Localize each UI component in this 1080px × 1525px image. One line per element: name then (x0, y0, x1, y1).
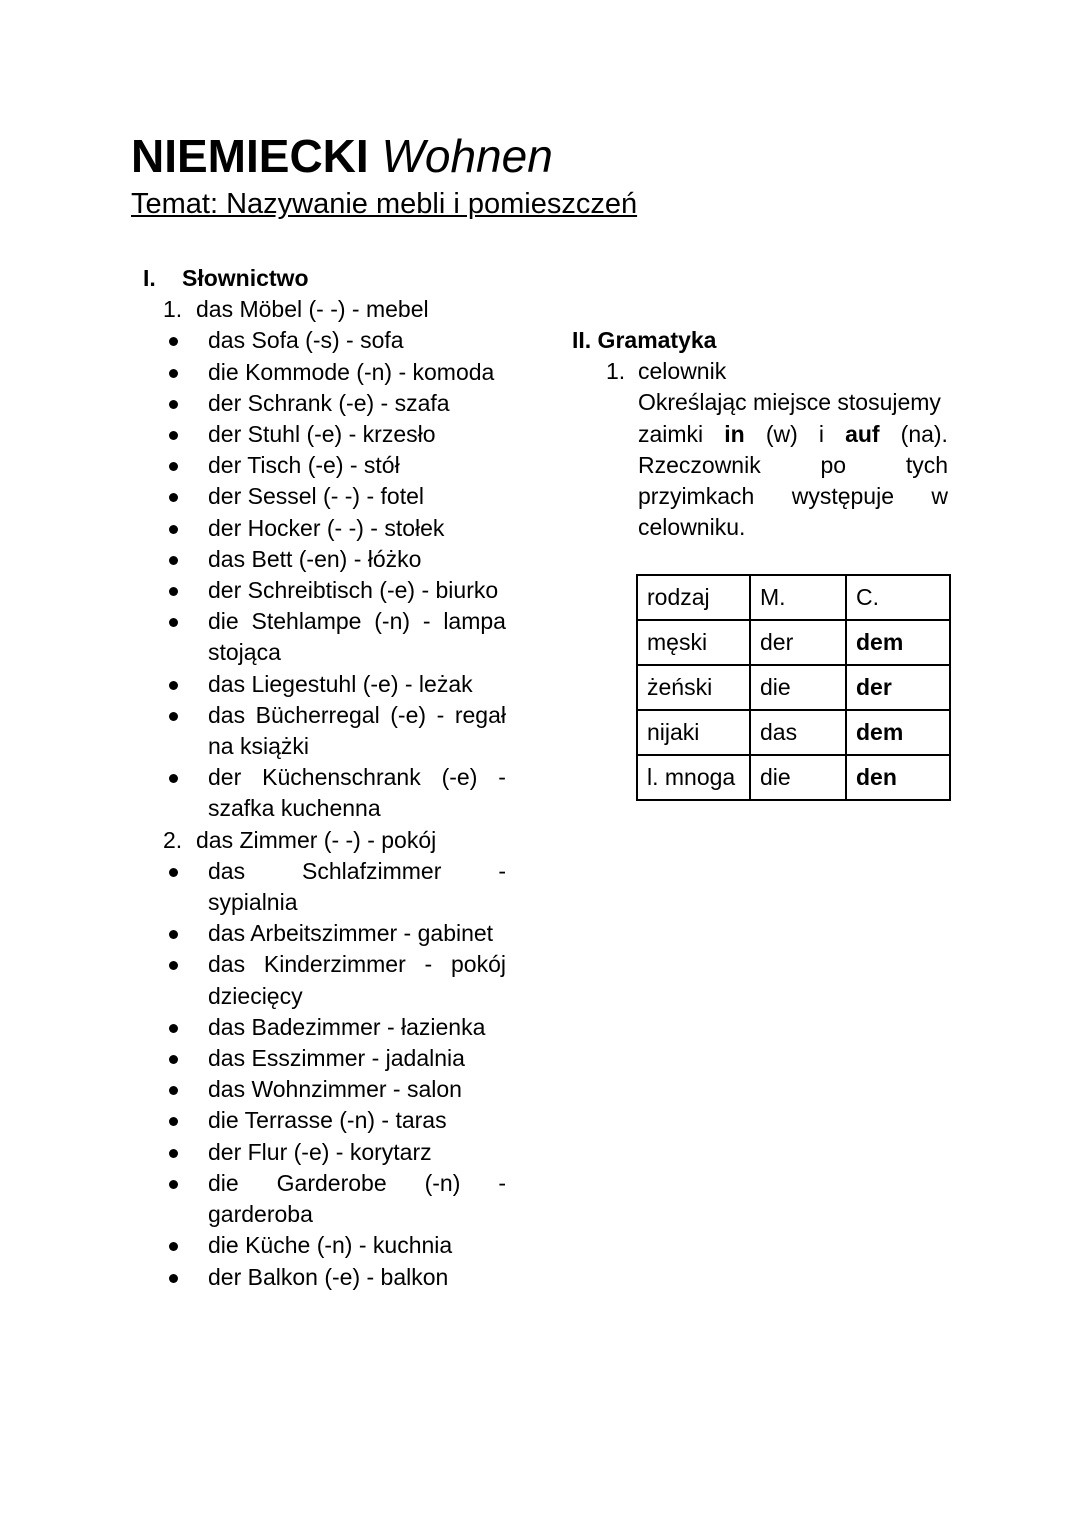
table-cell: l. mnoga (637, 755, 750, 800)
table-row (637, 620, 950, 665)
page-title (131, 128, 553, 184)
bullet-icon (169, 1149, 178, 1158)
list-item: das Sofa (-s) - sofa (131, 325, 511, 356)
table-cell: den (846, 755, 950, 800)
list-item: die Küche (-n) - kuchnia (131, 1230, 511, 1261)
list-item: der Hocker (- -) - stołek (131, 513, 511, 544)
bullet-icon (169, 961, 178, 970)
title-italic: Wohnen (381, 130, 553, 182)
vocabulary-section (131, 263, 511, 1293)
bullet-icon (169, 1117, 178, 1126)
table-header-row (637, 575, 950, 620)
list-item: der Balkon (-e) - balkon (131, 1262, 511, 1293)
bullet-icon (169, 1242, 178, 1251)
table-cell: die (750, 665, 846, 710)
bullet-icon (169, 556, 178, 565)
table-cell: C. (846, 575, 950, 620)
bullet-icon (169, 493, 178, 502)
bullet-icon (169, 712, 178, 721)
page-subtitle: Temat: Nazywanie mebli i pomieszczeń (131, 188, 638, 220)
table-cell: męski (637, 620, 750, 665)
bullet-icon (169, 369, 178, 378)
list-item: der Flur (-e) - korytarz (131, 1137, 511, 1168)
table-cell: der (846, 665, 950, 710)
list-item: der Schrank (-e) - szafa (131, 388, 511, 419)
table-cell: M. (750, 575, 846, 620)
list-item: die Terrasse (-n) - taras (131, 1105, 511, 1136)
bullet-icon (169, 930, 178, 939)
list-item: der Schreibtisch (-e) - biurko (131, 575, 511, 606)
bullet-icon (169, 525, 178, 534)
grammar-explanation: Określając miejsce stosujemy zaimki in (w) i auf (na). Rzeczownik po tych przyimkach występuje w celowniku. (638, 389, 948, 541)
list-item: die Garderobe (-n) - garderoba (131, 1168, 511, 1230)
numbered-item-furniture: 1. das Möbel (- -) - mebel (163, 296, 429, 323)
list-item: das Badezimmer - łazienka (131, 1012, 511, 1043)
table-cell: dem (846, 710, 950, 755)
bullet-icon (169, 618, 178, 627)
list-item: der Tisch (-e) - stół (131, 450, 511, 481)
bullet-icon (169, 400, 178, 409)
bullet-icon (169, 681, 178, 690)
bullet-icon (169, 462, 178, 471)
table-row (637, 710, 950, 755)
bullet-icon (169, 587, 178, 596)
table-row (637, 755, 950, 800)
grammar-section (572, 325, 952, 543)
table-cell: rodzaj (637, 575, 750, 620)
list-item: das Esszimmer - jadalnia (131, 1043, 511, 1074)
table-cell: die (750, 755, 846, 800)
bullet-icon (169, 337, 178, 346)
preposition-auf: auf (845, 420, 880, 447)
bullet-icon (169, 868, 178, 877)
section-heading-vocabulary: I. Słownictwo (143, 265, 309, 291)
rooms-list (131, 856, 511, 1293)
list-item: das Kinderzimmer - pokój dziecięcy (131, 949, 511, 1011)
bullet-icon (169, 1086, 178, 1095)
bullet-icon (169, 431, 178, 440)
furniture-list (131, 325, 511, 824)
list-item: das Wohnzimmer - salon (131, 1074, 511, 1105)
bullet-icon (169, 1055, 178, 1064)
table-cell: nijaki (637, 710, 750, 755)
preposition-in: in (724, 420, 745, 447)
section-heading-grammar: II. Gramatyka (572, 327, 717, 353)
list-item: die Stehlampe (-n) - lampa stojąca (131, 606, 511, 668)
table-cell: der (750, 620, 846, 665)
list-item: der Küchenschrank (-e) - szafka kuchenna (131, 762, 511, 824)
list-item: das Schlafzimmer - sypialnia (131, 856, 511, 918)
bullet-icon (169, 1180, 178, 1189)
table-cell: żeński (637, 665, 750, 710)
table-cell: das (750, 710, 846, 755)
list-item: das Bett (-en) - łóżko (131, 544, 511, 575)
numbered-item-rooms: 2. das Zimmer (- -) - pokój (163, 826, 437, 853)
numbered-item-dative: 1. celownik (606, 358, 727, 385)
list-item: der Stuhl (-e) - krzesło (131, 419, 511, 450)
bullet-icon (169, 1024, 178, 1033)
list-item: die Kommode (-n) - komoda (131, 357, 511, 388)
bullet-icon (169, 1274, 178, 1283)
list-item: der Sessel (- -) - fotel (131, 481, 511, 512)
table-row (637, 665, 950, 710)
list-item: das Bücherregal (-e) - regał na książki (131, 700, 511, 762)
article-declension-table (636, 574, 951, 801)
bullet-icon (169, 774, 178, 783)
list-item: das Liegestuhl (-e) - leżak (131, 669, 511, 700)
title-bold: NIEMIECKI (131, 130, 369, 182)
table-cell: dem (846, 620, 950, 665)
list-item: das Arbeitszimmer - gabinet (131, 918, 511, 949)
